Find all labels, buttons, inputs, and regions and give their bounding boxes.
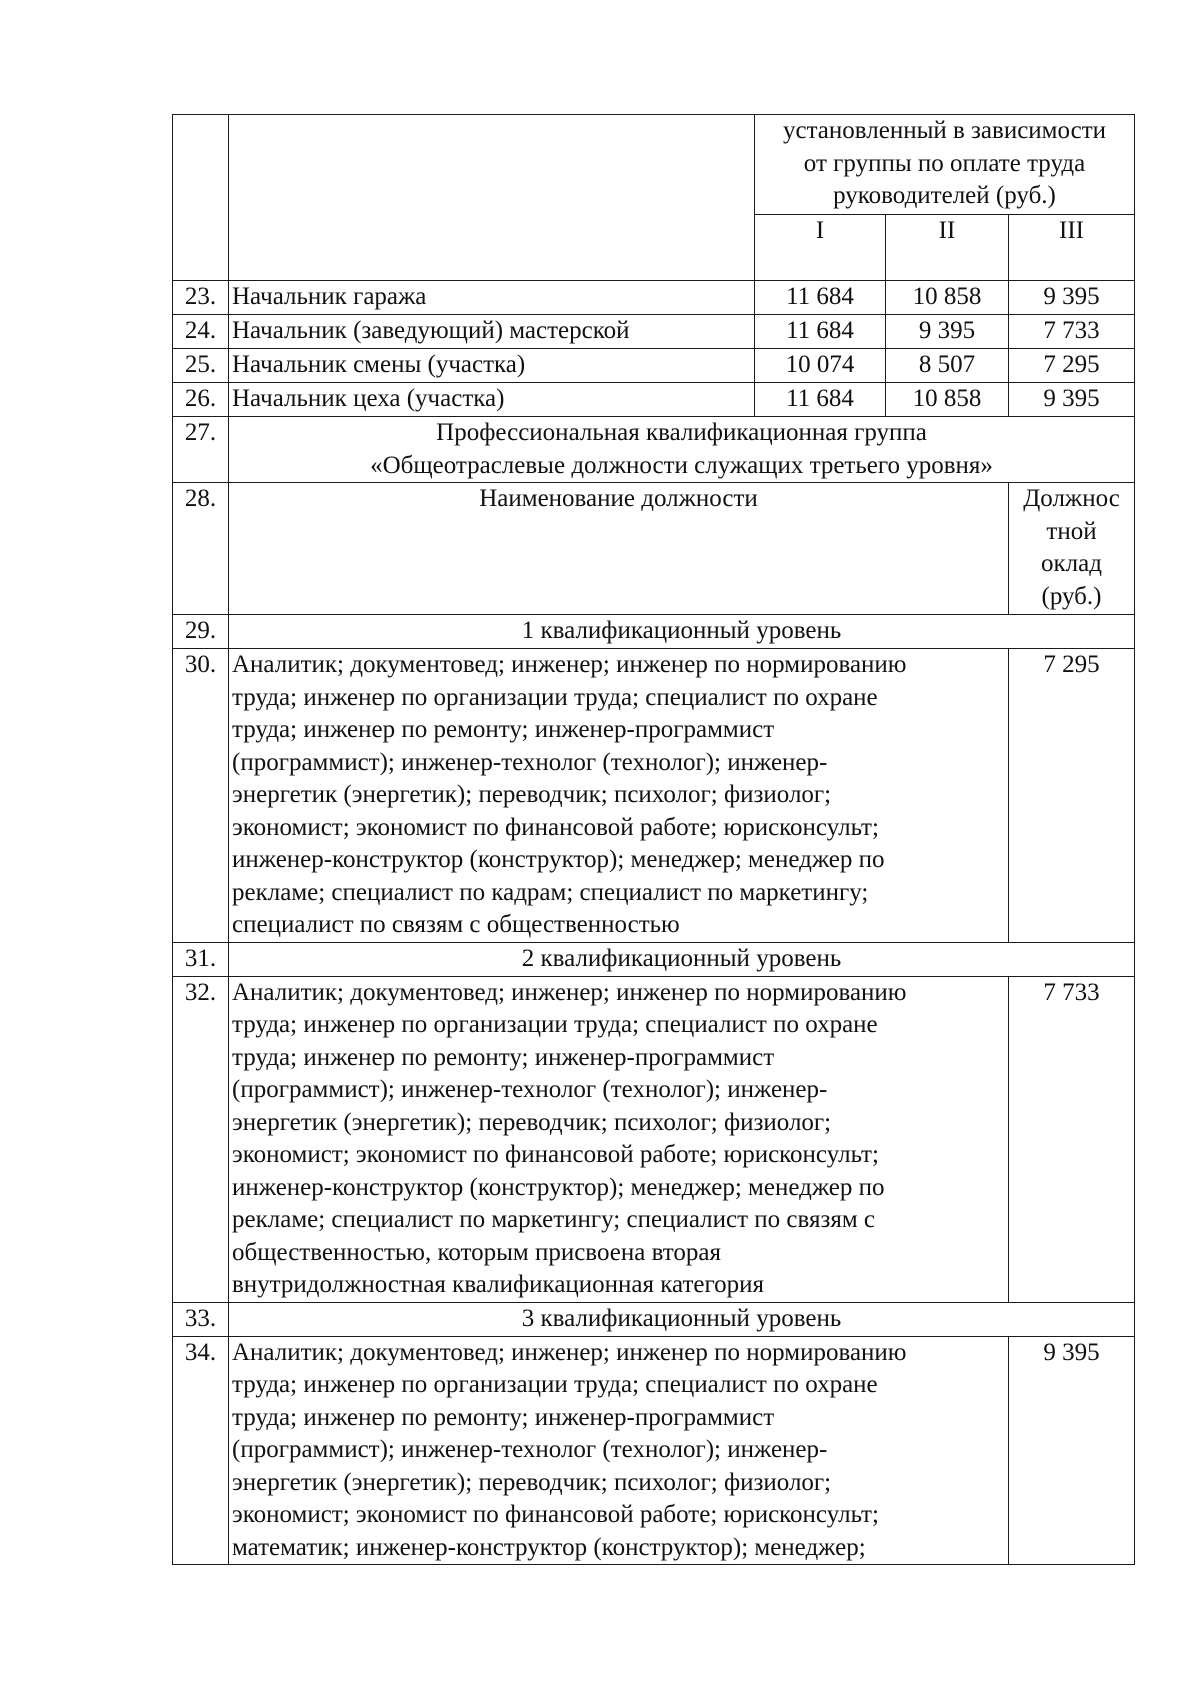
position-name: Начальник смены (участка)	[229, 349, 755, 383]
group-heading-line: Профессиональная квалификационная группа	[436, 419, 927, 446]
group-heading-row	[173, 417, 1135, 483]
salary-value-iii: 7 295	[1009, 349, 1135, 383]
salary-value: 7 295	[1009, 649, 1135, 943]
group-heading-line: «Общеотраслевые должности служащих третьего уровня»	[370, 451, 993, 479]
position-list-line: труда; инженер по организации труда; специалист по охране	[232, 683, 878, 711]
salary-heading	[1009, 483, 1135, 615]
row-number: 29.	[173, 615, 229, 649]
position-list-line: (программист); инженер-технолог (технолог); инженер-	[232, 748, 828, 776]
salary-value-ii: 9 395	[886, 315, 1009, 349]
row-number: 25.	[173, 349, 229, 383]
salary-value-ii: 10 858	[886, 383, 1009, 417]
row-number: 30.	[173, 649, 229, 943]
salary-caption-line: руководителей (руб.)	[833, 182, 1056, 209]
position-name-heading: Наименование должности	[229, 483, 1009, 615]
row-number: 26.	[173, 383, 229, 417]
position-list	[229, 976, 1009, 1302]
row-number: 23.	[173, 281, 229, 315]
row-number: 28.	[173, 483, 229, 615]
salary-value: 9 395	[1009, 1336, 1135, 1565]
position-list-line: экономист; экономист по финансовой работе; юрисконсульт;	[232, 1501, 879, 1528]
position-list-line: энергетик (энергетик); переводчик; психолог; физиолог;	[232, 781, 832, 808]
position-list-line: труда; инженер по ремонту; инженер-программист	[232, 1043, 775, 1071]
position-list-line: экономист; экономист по финансовой работе; юрисконсульт;	[232, 813, 879, 841]
salary-value-i: 10 074	[755, 349, 886, 383]
position-name: Начальник цеха (участка)	[229, 383, 755, 417]
row-number: 31.	[173, 942, 229, 976]
salary-caption	[755, 115, 1135, 215]
table-row	[173, 281, 1135, 315]
position-list-line: общественностью, которым присвоена вторая	[232, 1238, 721, 1266]
row-number: 34.	[173, 1336, 229, 1565]
level-title: 1 квалификационный уровень	[229, 615, 1135, 649]
salary-heading-line: тной	[1046, 517, 1097, 545]
position-list-line: труда; инженер по ремонту; инженер-программист	[232, 716, 775, 743]
salary-caption-line: установленный в зависимости	[782, 117, 1107, 144]
position-list-line: рекламе; специалист по маркетингу; специалист по связям с	[232, 1206, 876, 1233]
position-list-line: Аналитик; документовед; инженер; инженер по нормированию	[232, 978, 907, 1006]
salary-value-ii: 10 858	[886, 281, 1009, 315]
header-name-cell	[229, 115, 755, 281]
salary-heading-line: (руб.)	[1041, 582, 1102, 610]
position-list-line: внутридолжностная квалификационная категория	[232, 1271, 765, 1298]
position-list-line: (программист); инженер-технолог (технолог); инженер-	[232, 1076, 828, 1103]
table-row	[173, 383, 1135, 417]
row-number: 32.	[173, 976, 229, 1302]
salary-heading-line: Должнос	[1023, 485, 1120, 512]
position-name: Начальник гаража	[229, 281, 755, 315]
level-title: 2 квалификационный уровень	[229, 942, 1135, 976]
salary-value-ii: 8 507	[886, 349, 1009, 383]
salary-value-i: 11 684	[755, 383, 886, 417]
position-list-line: труда; инженер по ремонту; инженер-программист	[232, 1403, 775, 1431]
position-list-line: инженер-конструктор (конструктор); менеджер; менеджер по	[232, 1173, 885, 1201]
row-number: 27.	[173, 417, 229, 483]
position-list-line: математик; инженер-конструктор (конструктор); менеджер;	[232, 1533, 866, 1561]
position-list-line: рекламе; специалист по кадрам; специалист по маркетингу;	[232, 878, 869, 906]
salary-value-iii: 7 733	[1009, 315, 1135, 349]
position-list-line: труда; инженер по организации труда; специалист по охране	[232, 1371, 878, 1398]
level-title-row	[173, 1302, 1135, 1336]
header-row-caption	[173, 115, 1135, 215]
position-list-line: Аналитик; документовед; инженер; инженер по нормированию	[232, 651, 907, 678]
salary-value-iii: 9 395	[1009, 383, 1135, 417]
position-list	[229, 649, 1009, 943]
position-list-line: инженер-конструктор (конструктор); менеджер; менеджер по	[232, 846, 885, 873]
salary-value: 7 733	[1009, 976, 1135, 1302]
salary-caption-line: от группы по оплате труда	[803, 149, 1086, 177]
position-list-line: специалист по связям с общественностью	[232, 911, 680, 938]
level-positions-row	[173, 1336, 1135, 1565]
group-heading	[229, 417, 1135, 483]
position-list-line: (программист); инженер-технолог (технолог); инженер-	[232, 1436, 828, 1463]
position-list-line: энергетик (энергетик); переводчик; психолог; физиолог;	[232, 1468, 832, 1496]
level-positions-row	[173, 649, 1135, 943]
salary-value-iii: 9 395	[1009, 281, 1135, 315]
position-list-line: энергетик (энергетик); переводчик; психолог; физиолог;	[232, 1108, 832, 1136]
row-number: 24.	[173, 315, 229, 349]
salary-value-i: 11 684	[755, 281, 886, 315]
position-list-line: экономист; экономист по финансовой работе; юрисконсульт;	[232, 1141, 879, 1168]
group-column-i: I	[755, 215, 886, 281]
group-column-iii: III	[1009, 215, 1135, 281]
column-heading-row	[173, 483, 1135, 615]
position-list-line: Аналитик; документовед; инженер; инженер по нормированию	[232, 1338, 907, 1366]
table-row	[173, 349, 1135, 383]
level-positions-row	[173, 976, 1135, 1302]
level-title: 3 квалификационный уровень	[229, 1302, 1135, 1336]
salary-heading-line: оклад	[1041, 550, 1102, 577]
table-row	[173, 315, 1135, 349]
salary-value-i: 11 684	[755, 315, 886, 349]
position-name: Начальник (заведующий) мастерской	[229, 315, 755, 349]
header-num-cell	[173, 115, 229, 281]
position-list-line: труда; инженер по организации труда; специалист по охране	[232, 1011, 878, 1038]
row-number: 33.	[173, 1302, 229, 1336]
salary-table	[172, 114, 1135, 1565]
level-title-row	[173, 942, 1135, 976]
group-column-ii: II	[886, 215, 1009, 281]
level-title-row	[173, 615, 1135, 649]
position-list	[229, 1336, 1009, 1565]
